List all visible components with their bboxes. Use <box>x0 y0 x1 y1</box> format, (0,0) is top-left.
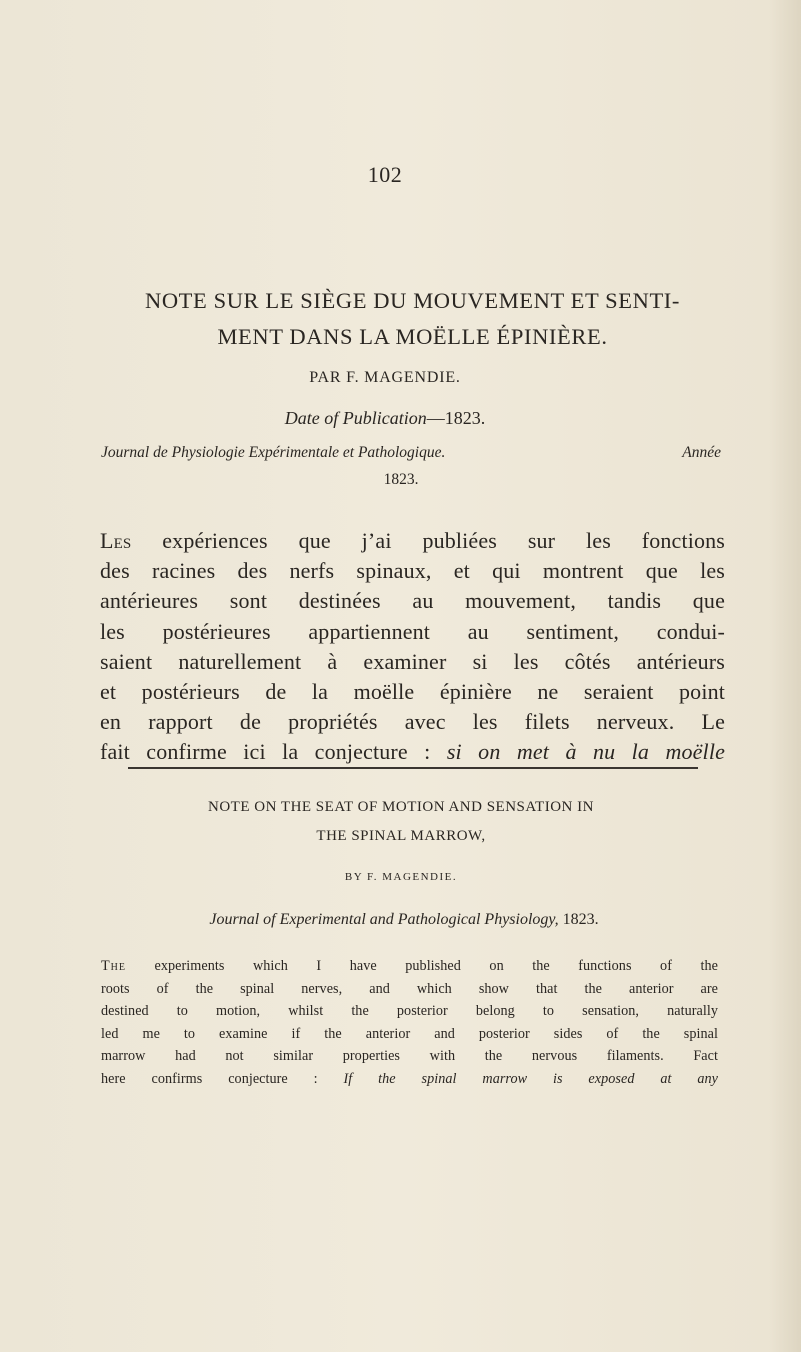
french-title-line: NOTE SUR LE SIÈGE DU MOUVEMENT ET SENTI- <box>144 288 680 313</box>
publication-date-label: Date of Publication <box>284 408 427 428</box>
french-author: PAR F. MAGENDIE. <box>309 369 461 386</box>
section-divider <box>128 767 698 769</box>
page-number: 102 <box>367 162 403 187</box>
english-body-first-word: The <box>101 958 126 974</box>
english-journal-name: Journal of Experimental and Pathological Physiology, <box>209 911 559 928</box>
french-journal-year: 1823. <box>383 471 419 488</box>
french-body-line: les postérieures appartiennent au sentiment, condui- <box>100 618 725 644</box>
french-body-line: antérieures sont destinées au mouvement, tandis que <box>100 588 725 614</box>
english-author: BY F. MAGENDIE. <box>344 871 458 883</box>
french-title-line: MENT DANS LA MOËLLE ÉPINIÈRE. <box>217 324 608 349</box>
french-body-paragraph <box>100 526 725 768</box>
english-title-line: NOTE ON THE SEAT OF MOTION AND SENSATION IN <box>208 799 594 815</box>
english-body-paragraph <box>101 955 718 1091</box>
french-body-italic: si on met à nu la moëlle <box>446 739 725 765</box>
french-journal-name: Journal de Physiologie Expérimentale et Pathologique. <box>101 444 446 461</box>
english-journal-citation <box>0 911 801 929</box>
english-body-line: roots of the spinal nerves, and which show that the anterior are <box>101 980 718 997</box>
english-body-line: experiments which I have published on the functions of the <box>126 958 718 974</box>
english-body-line: led me to examine if the anterior and posterior sides of the spinal <box>101 1025 718 1042</box>
french-body-first-word: Les <box>100 528 132 553</box>
french-body-line: expériences que j’ai publiées sur les fonctions <box>131 528 725 553</box>
english-body-line: destined to motion, whilst the posterior belong to sensation, naturally <box>101 1003 718 1020</box>
french-body-line: des racines des nerfs spinaux, et qui montrent que les <box>100 558 725 584</box>
french-journal-citation <box>101 439 721 493</box>
french-title <box>100 283 725 355</box>
publication-date-value: —1823. <box>426 408 486 428</box>
english-journal-year: 1823. <box>558 911 599 928</box>
english-body-line: marrow had not similar properties with the nervous filaments. Fact <box>101 1048 718 1065</box>
french-body-line: en rapport de propriétés avec les filets nerveux. Le <box>100 709 725 735</box>
english-title <box>0 793 801 851</box>
publication-date <box>0 408 770 429</box>
english-body-line: here confirms conjecture : <box>101 1070 344 1087</box>
french-body-line: saient naturellement à examiner si les côtés antérieurs <box>100 648 725 674</box>
french-body-line: et postérieurs de la moëlle épinière ne seraient point <box>100 679 725 705</box>
french-body-line: fait confirme ici la conjecture : <box>100 739 447 765</box>
english-title-line: THE SPINAL MARROW, <box>316 828 486 844</box>
french-journal-annee: Année <box>682 444 721 461</box>
english-body-italic: If the spinal marrow is exposed at any <box>343 1070 718 1087</box>
